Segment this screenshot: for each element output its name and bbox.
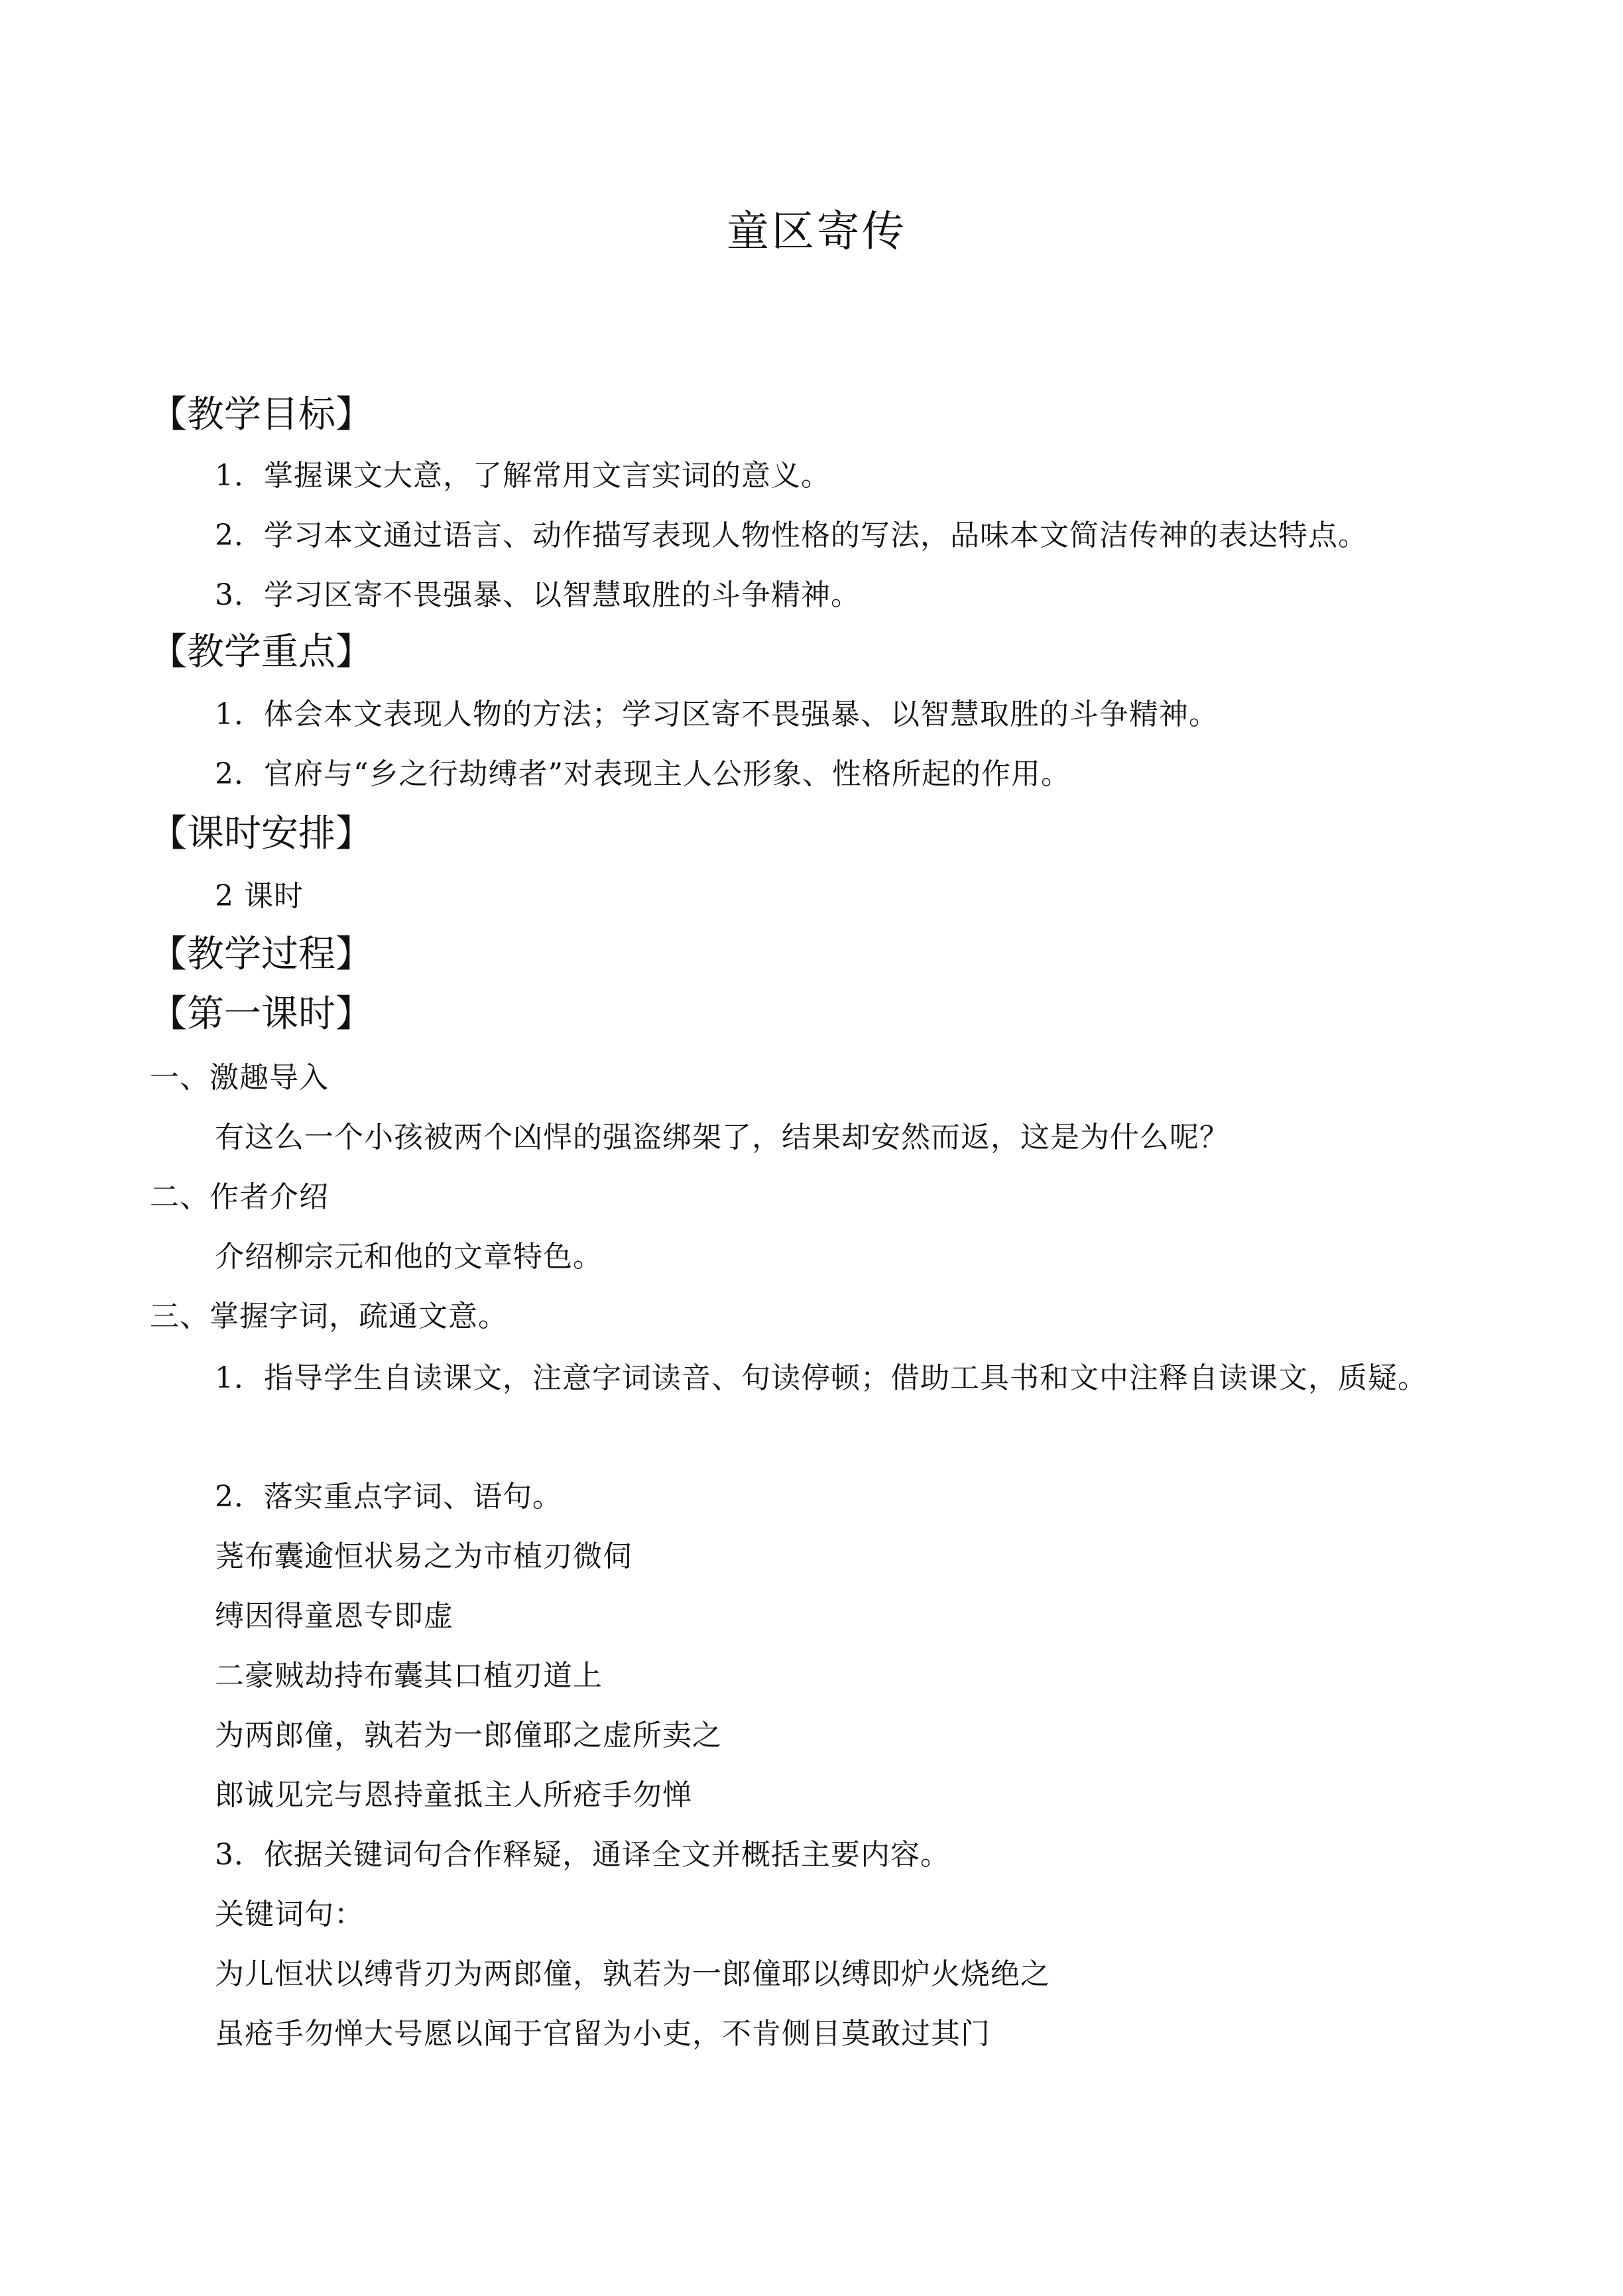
part-1-heading: 一、激趣导入 bbox=[150, 1061, 329, 1095]
key-point-item-1: 1．体会本文表现人物的方法；学习区寄不畏强暴、以智慧取胜的斗争精神。 bbox=[215, 697, 1219, 731]
word-line-1: 荛布囊逾恒状易之为市植刃微伺 bbox=[215, 1540, 632, 1573]
key-point-item-2: 2．官府与“乡之行劫缚者”对表现主人公形象、性格所起的作用。 bbox=[215, 757, 1071, 791]
goal-item-3: 3．学习区寄不畏强暴、以智慧取胜的斗争精神。 bbox=[215, 578, 861, 612]
part-2-heading: 二、作者介绍 bbox=[150, 1180, 329, 1214]
key-sentences-label: 关键词句： bbox=[215, 1898, 364, 1931]
part-3-step-3: 3．依据关键词句合作释疑，通译全文并概括主要内容。 bbox=[215, 1838, 950, 1872]
part-3-step-1: 1．指导学生自读课文，注意字词读音、句读停顿；借助工具书和文中注释自读课文，质疑。 bbox=[215, 1361, 1427, 1395]
heading-goals: 【教学目标】 bbox=[150, 393, 373, 436]
word-line-4: 为两郎僮，孰若为一郎僮耶之虚所卖之 bbox=[215, 1719, 722, 1752]
part-1-text: 有这么一个小孩被两个凶悍的强盗绑架了，结果却安然而返，这是为什么呢？ bbox=[215, 1120, 1229, 1154]
goal-item-2: 2．学习本文通过语言、动作描写表现人物性格的写法，品味本文简洁传神的表达特点。 bbox=[215, 518, 1368, 552]
part-2-text: 介绍柳宗元和他的文章特色。 bbox=[215, 1240, 603, 1274]
heading-lesson-1: 【第一课时】 bbox=[150, 993, 373, 1036]
schedule-text: 2 课时 bbox=[215, 879, 304, 913]
heading-schedule: 【课时安排】 bbox=[150, 812, 373, 855]
key-sentence-2: 虽疮手勿惮大号愿以闻于官留为小吏，不肯侧目莫敢过其门 bbox=[215, 2017, 991, 2051]
key-sentence-1: 为儿恒状以缚背刃为两郎僮，孰若为一郎僮耶以缚即炉火烧绝之 bbox=[215, 1957, 1050, 1991]
word-line-3: 二豪贼劫持布囊其口植刃道上 bbox=[215, 1659, 603, 1693]
part-3-step-2: 2．落实重点字词、语句。 bbox=[215, 1480, 562, 1514]
heading-process: 【教学过程】 bbox=[150, 933, 373, 976]
heading-key-points: 【教学重点】 bbox=[150, 631, 373, 674]
word-line-5: 郎诚见完与恩持童抵主人所疮手勿惮 bbox=[215, 1778, 692, 1812]
word-line-2: 缚因得童恩专即虚 bbox=[215, 1599, 453, 1633]
page-title: 童区寄传 bbox=[727, 208, 907, 257]
goal-item-1: 1．掌握课文大意，了解常用文言实词的意义。 bbox=[215, 459, 831, 493]
part-3-heading: 三、掌握字词，疏通文意。 bbox=[150, 1299, 508, 1333]
